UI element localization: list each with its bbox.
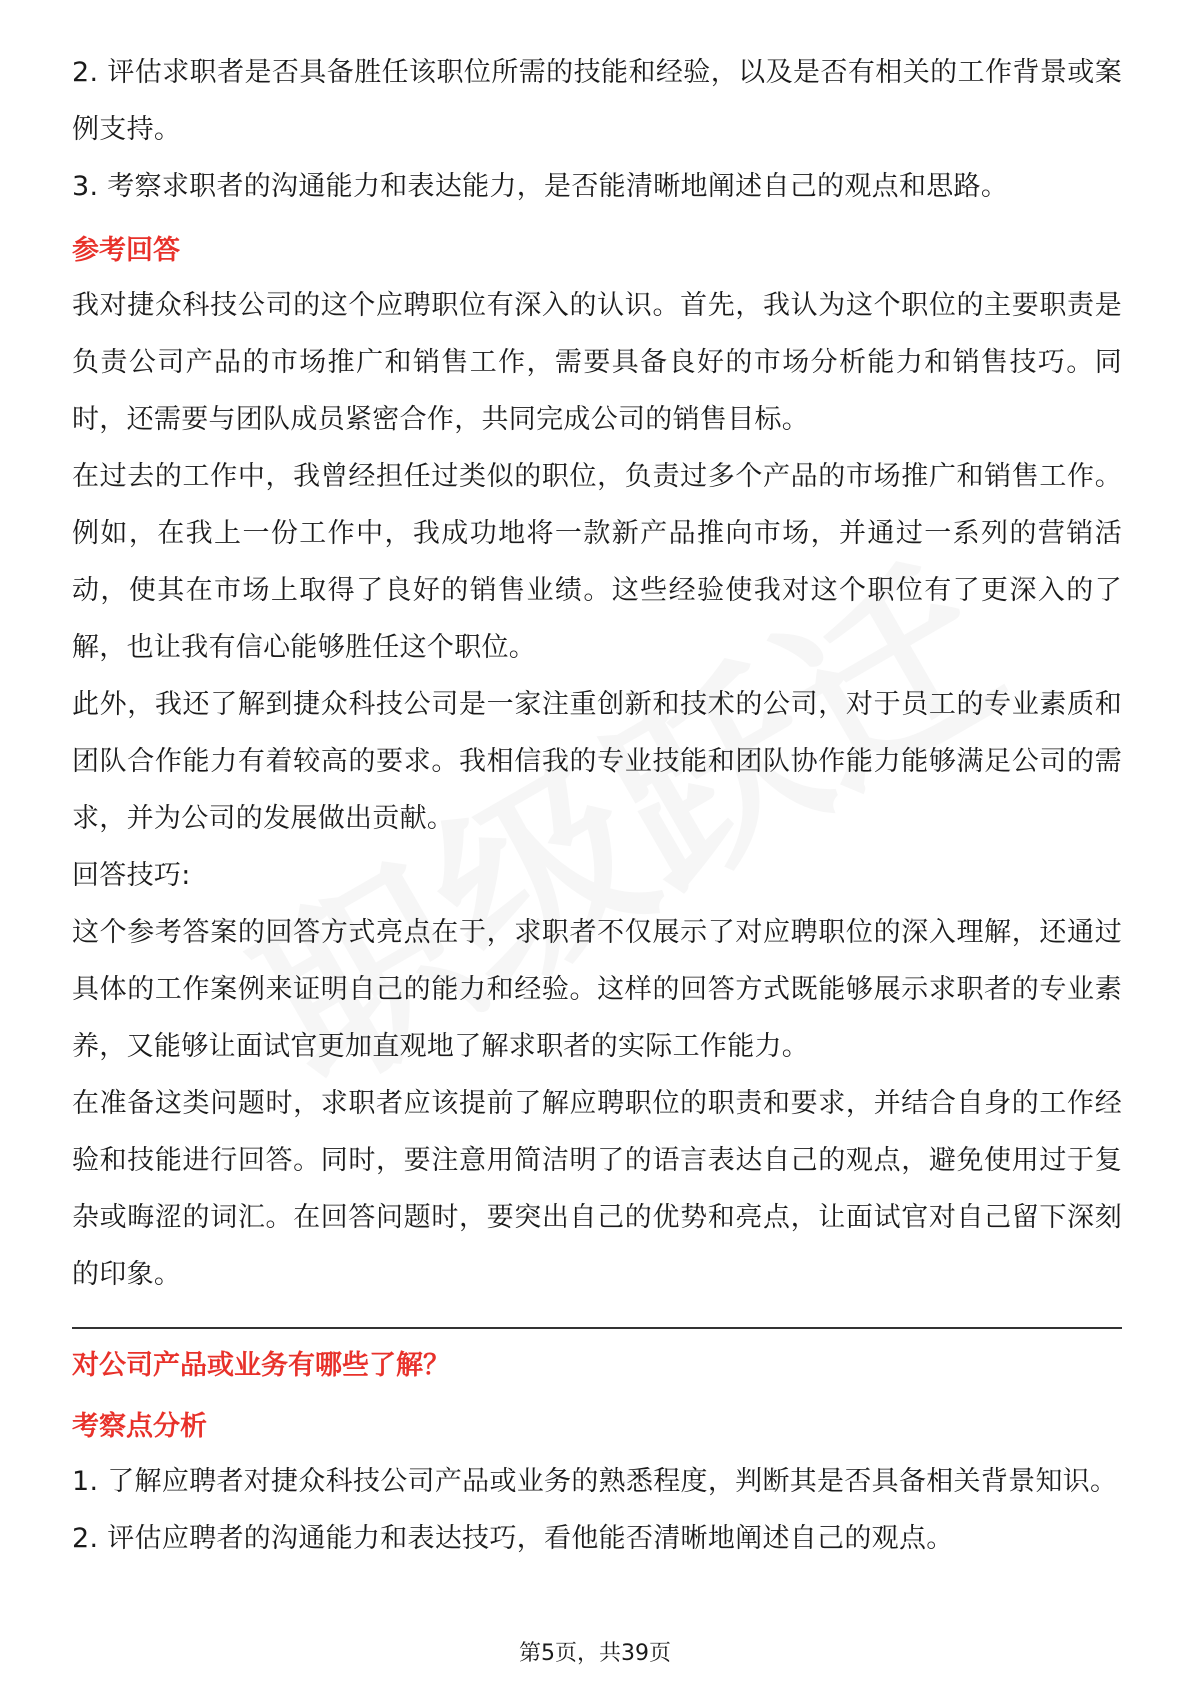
page-number-footer: 第5页，共39页: [519, 1641, 671, 1666]
page-content: [72, 44, 1122, 1567]
answer-paragraph-3: 此外，我还了解到捷众科技公司是一家注重创新和技术的公司，对于员工的专业素质和团队合作能力有着较高的要求。我相信我的专业技能和团队协作能力能够满足公司的需求，并为公司的发展做出贡献。: [72, 689, 1122, 834]
answer-paragraph-2: 在过去的工作中，我曾经担任过类似的职位，负责过多个产品的市场推广和销售工作。例如，在我上一份工作中，我成功地将一款新产品推向市场，并通过一系列的营销活动，使其在市场上取得了良好的销售业绩。这些经验使我对这个职位有了更深入的了解，也让我有信心能够胜任这个职位。: [72, 461, 1122, 663]
answer-tips-label: 回答技巧:: [72, 860, 191, 891]
section-divider: [72, 1327, 1122, 1329]
question-title: 对公司产品或业务有哪些了解？: [72, 1350, 450, 1381]
answer-paragraph-1: 我对捷众科技公司的这个应聘职位有深入的认识。首先，我认为这个职位的主要职责是负责公司产品的市场推广和销售工作，需要具备良好的市场分析能力和销售技巧。同时，还需要与团队成员紧密合作，共同完成公司的销售目标。: [72, 290, 1122, 435]
tips-paragraph-2: 在准备这类问题时，求职者应该提前了解应聘职位的职责和要求，并结合自身的工作经验和技能进行回答。同时，要注意用简洁明了的语言表达自己的观点，避免使用过于复杂或晦涩的词汇。在回答问题时，要突出自己的优势和亮点，让面试官对自己留下深刻的印象。: [72, 1088, 1122, 1290]
analysis-point-1-next: 1. 了解应聘者对捷众科技公司产品或业务的熟悉程度，判断其是否具备相关背景知识。: [72, 1466, 1118, 1497]
analysis-point-3: 3. 考察求职者的沟通能力和表达能力，是否能清晰地阐述自己的观点和思路。: [72, 171, 1009, 202]
analysis-heading: 考察点分析: [72, 1411, 207, 1442]
analysis-point-2-next: 2. 评估应聘者的沟通能力和表达技巧，看他能否清晰地阐述自己的观点。: [72, 1523, 954, 1554]
tips-paragraph-1: 这个参考答案的回答方式亮点在于，求职者不仅展示了对应聘职位的深入理解，还通过具体的工作案例来证明自己的能力和经验。这样的回答方式既能够展示求职者的专业素养，又能够让面试官更加直观地了解求职者的实际工作能力。: [72, 917, 1122, 1062]
reference-answer-heading: 参考回答: [72, 235, 180, 266]
analysis-point-2: 2. 评估求职者是否具备胜任该职位所需的技能和经验，以及是否有相关的工作背景或案例支持。: [72, 57, 1122, 145]
